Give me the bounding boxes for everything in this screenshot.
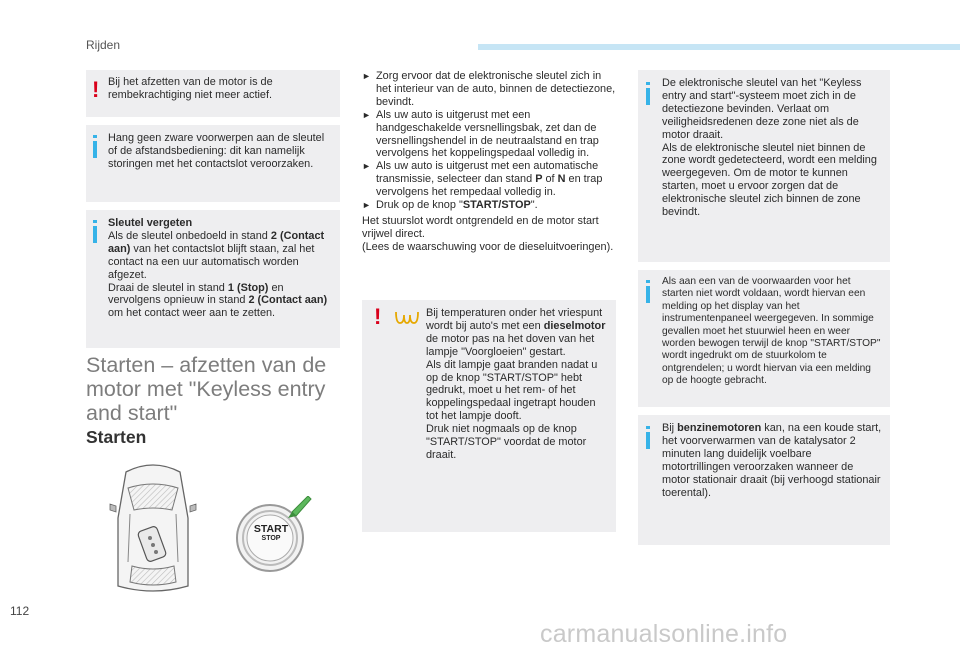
header-bar xyxy=(478,44,960,50)
info-box-conditions xyxy=(638,270,890,407)
info-box-petrol xyxy=(638,415,890,545)
section-heading: Starten – afzetten van de motor met "Keyless entry and start" xyxy=(86,353,327,425)
stop-label: STOP xyxy=(261,535,281,542)
warning-text: Bij temperaturen onder het vriespunt wordt bij auto's met een dieselmotor de motor pas na het doven van het lampje "Voorgloeien" gestart. xyxy=(426,307,606,358)
warning-icon: ! xyxy=(374,304,382,329)
warning-box-diesel xyxy=(362,300,616,532)
watermark: carmanualsonline.info xyxy=(540,620,788,648)
page-number: 112 xyxy=(10,604,30,618)
info-text: Als aan een van de voorwaarden voor het starten niet wordt voldaan, wordt hiervan een melding op het display van het instrumentenpaneel weergegeven. In sommige gevallen moet het stuurwiel heen en weer worden bewogen terwijl de knop "START/STOP" wordt ingedrukt om de stuurkolom te ontgrendelen; u wordt hiervan via een melding op de hoogte gebracht. xyxy=(662,276,881,387)
info-text: Als de sleutel onbedoeld in stand 2 (Contact aan) van het contactslot blijft staan, zal het contact na een uur automatisch worden afgezet. xyxy=(108,229,325,281)
warning-box-brakes xyxy=(86,70,340,117)
info-box-key-forgotten xyxy=(86,210,340,348)
paragraph: (Lees de waarschuwing voor de dieseluitvoeringen). xyxy=(362,240,614,253)
car-key-icon xyxy=(108,458,198,598)
warning-text: Druk niet nogmaals op de knop "START/STOP" voordat de motor draait. xyxy=(426,423,587,461)
info-text: Bij benzinemotoren kan, na een koude start, het voorverwarmen van de katalysator 2 minuten lang duidelijk voelbare motortrillingen veroorzaken wanneer de motor stationair draait (bij verhoogd stationair toerental). xyxy=(662,422,882,499)
warning-text: Bij het afzetten van de motor is de rembekrachtiging niet meer actief. xyxy=(108,76,273,101)
info-box-keys xyxy=(86,125,340,202)
info-icon xyxy=(646,82,650,85)
list-item: ► Zorg ervoor dat de elektronische sleutel zich in het interieur van de auto, binnen de detectiezone, bevindt. xyxy=(362,70,616,108)
list-item: ► Als uw auto is uitgerust met een handgeschakelde versnellingsbak, zet dan de versnellingshendel in de neutraalstand en trap vervolgens het koppelingspedaal volledig in. xyxy=(362,108,599,160)
info-text: Hang geen zware voorwerpen aan de sleutel of de afstandsbediening: dit kan namelijk storingen met het contactslot veroorzaken. xyxy=(108,132,325,170)
info-icon xyxy=(646,426,650,429)
warning-icon: ! xyxy=(92,77,100,102)
info-icon xyxy=(646,280,650,283)
start-label: START xyxy=(253,523,289,535)
glow-plug-icon xyxy=(394,311,420,325)
paragraph: Het stuurslot wordt ontgrendeld en de motor start vrijwel direct. xyxy=(362,214,599,240)
warning-text: Als dit lampje gaat branden nadat u op de knop "START/STOP" hebt gedrukt, moet u het rem- of het koppelingspedaal ingetrapt houden tot het lampje dooft. xyxy=(426,358,598,423)
section-title: Rijden xyxy=(86,38,121,52)
info-text: De elektronische sleutel van het "Keyless entry and start"-systeem moet zich in de detectiezone bevinden. Verlaat om veiligheidsredenen deze zone niet als de motor draait. xyxy=(662,77,862,141)
box-title: Sleutel vergeten xyxy=(108,217,193,229)
info-box-detection-zone xyxy=(638,70,890,262)
info-text: Draai de sleutel in stand 1 (Stop) en vervolgens opnieuw in stand 2 (Contact aan) om het contact weer aan te zetten. xyxy=(108,281,328,320)
steps-list xyxy=(362,70,617,254)
list-item: ► Als uw auto is uitgerust met een automatische transmissie, selecteer dan stand P of N en trap vervolgens het rempedaal volledig in. xyxy=(362,160,603,199)
info-text: Als de elektronische sleutel niet binnen de zone wordt gedetecteerd, wordt een melding weergegeven. Om de motor te kunnen starten, moet u ervoor zorgen dat de elektronische sleutel zich binnen de zone bevindt. xyxy=(662,141,877,219)
list-item: ► Druk op de knop "START/STOP". xyxy=(362,199,538,212)
info-icon xyxy=(93,220,97,223)
info-icon xyxy=(93,135,97,138)
subheading: Starten xyxy=(86,427,147,447)
